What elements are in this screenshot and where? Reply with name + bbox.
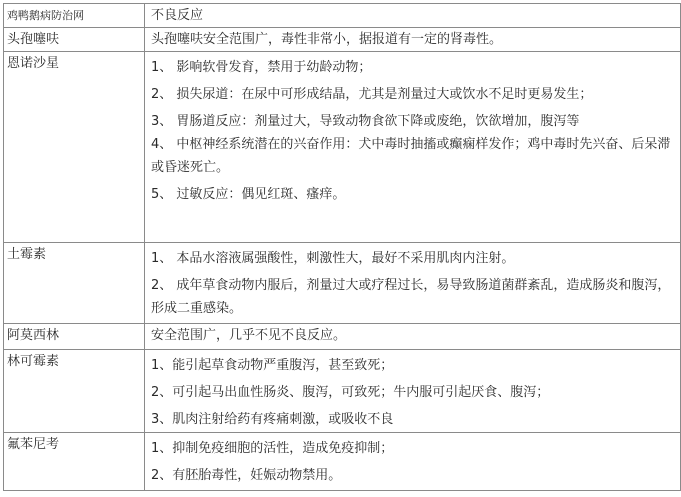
reaction-cell [145, 243, 681, 324]
reaction-line: 1、能引起草食动物严重腹泻，甚至致死； [151, 358, 394, 373]
drug-name-cell: 氟苯尼考 [4, 433, 145, 491]
table-row [4, 52, 681, 243]
table-row [4, 324, 681, 350]
reaction-line: 2、 损失尿道：在尿中可形成结晶，尤其是剂量过大或饮水不足时更易发生； [151, 87, 593, 102]
reaction-line: 2、 成年草食动物内服后，剂量过大或疗程过长，易导致肠道菌群紊乱，造成肠炎和腹泻，形成二重感染。 [151, 278, 671, 316]
reaction-line: 2、可引起马出血性肠炎、腹泻，可致死；牛内服可引起厌食、腹泻； [151, 385, 550, 400]
adverse-reaction-table [3, 3, 681, 491]
drug-name-cell: 林可霉素 [4, 350, 145, 433]
reaction-line: 3、肌肉注射给药有疼痛刺激，或吸收不良 [151, 412, 394, 427]
table-row [4, 433, 681, 491]
reaction-cell [145, 433, 681, 491]
table-row [4, 350, 681, 433]
header-reaction-cell: 不良反应 [145, 4, 681, 28]
reaction-cell [145, 350, 681, 433]
reaction-line: 1、抑制免疫细胞的活性，造成免疫抑制； [151, 441, 394, 456]
reaction-cell [145, 52, 681, 243]
reaction-line: 安全范围广，几乎不见不良反应。 [151, 328, 347, 343]
header-source-cell: 鸡鸭鹅病防治网 [4, 4, 145, 28]
table-header-row [4, 4, 681, 28]
reaction-line: 1、 本品水溶液属强酸性，刺激性大，最好不采用肌肉内注射。 [151, 251, 515, 266]
drug-name-cell: 恩诺沙星 [4, 52, 145, 243]
table-row [4, 243, 681, 324]
reaction-cell [145, 324, 681, 350]
drug-name-cell: 土霉素 [4, 243, 145, 324]
reaction-line: 2、有胚胎毒性，妊娠动物禁用。 [151, 468, 342, 483]
reaction-line: 3、 胃肠道反应：剂量过大，导致动物食欲下降或废绝，饮欲增加，腹泻等 [151, 114, 580, 129]
reaction-line: 4、 中枢神经系统潜在的兴奋作用：犬中毒时抽搐或癫痫样发作；鸡中毒时先兴奋、后呆滞或昏迷死亡。 [151, 137, 671, 175]
drug-name-cell: 头孢噻呋 [4, 28, 145, 52]
drug-adverse-reaction-sheet [3, 3, 678, 494]
table-row [4, 28, 681, 52]
drug-name-cell: 阿莫西林 [4, 324, 145, 350]
reaction-line: 1、 影响软骨发育，禁用于幼龄动物； [151, 60, 372, 75]
reaction-line: 5、 过敏反应：偶见红斑、瘙痒。 [151, 187, 346, 202]
reaction-cell [145, 28, 681, 52]
reaction-line: 头孢噻呋安全范围广，毒性非常小，据报道有一定的肾毒性。 [151, 32, 503, 47]
